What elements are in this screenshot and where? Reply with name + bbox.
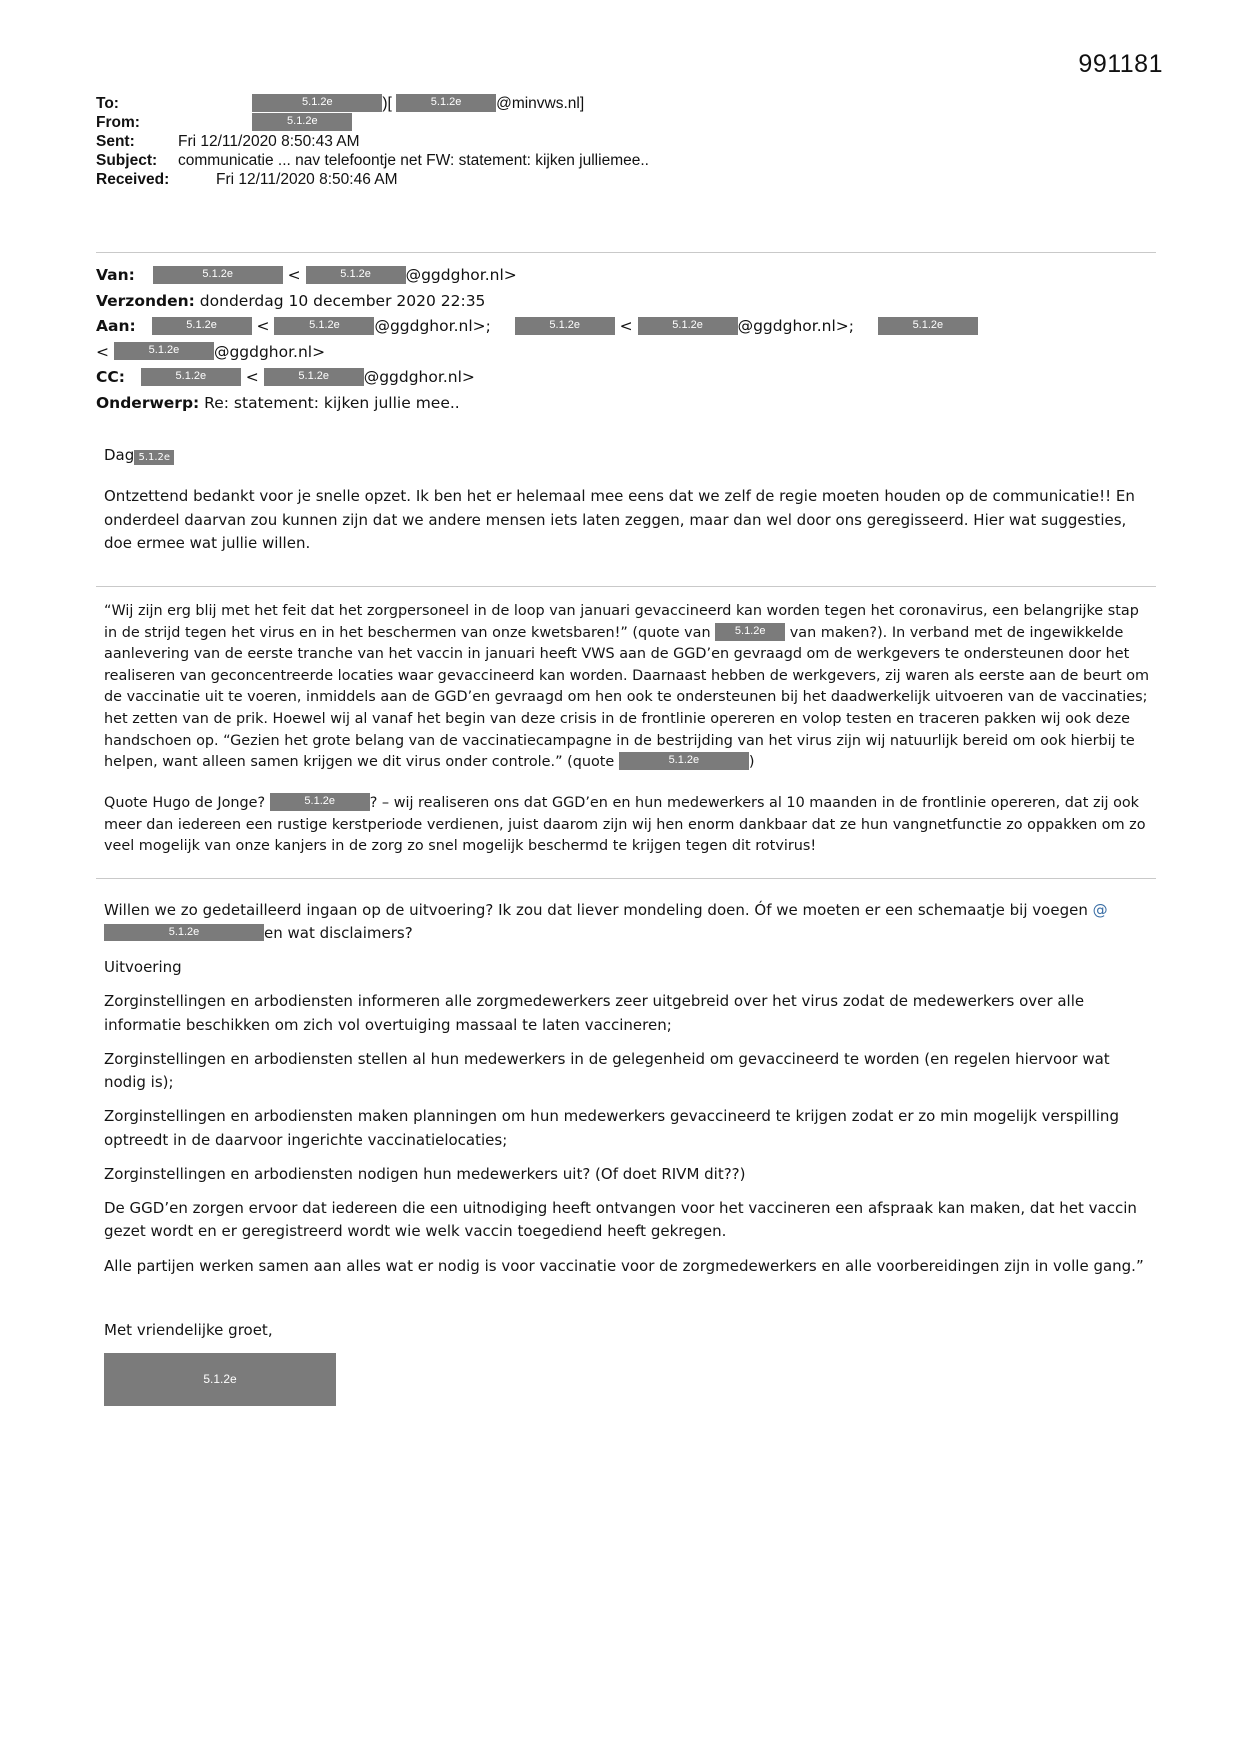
header-row-subject xyxy=(96,152,649,171)
onderwerp-label: Onderwerp: xyxy=(96,393,200,412)
forwarded-verzonden-row xyxy=(96,289,1156,313)
email-content xyxy=(96,95,1156,1406)
discussion-section xyxy=(104,899,1156,1407)
hugo-text-2: ? – wij realiseren ons dat GGD’en en hun medewerkers al 10 maanden in de frontlinie opereren, dat zij ook meer dan iedereen een rustige kerstperiode verdienen, juist daarom zijn wij hen enorm dankbaar dat ze hun vangnetfunctie zo oppakken om zo veel mogelijk van onze kanjers in de zorg zo snel mogelijk beschermd te krijgen tegen dit rotvirus! xyxy=(104,794,1146,855)
cc-domain: @ggdghor.nl> xyxy=(363,368,475,387)
redaction-to-1: 5.1.2e xyxy=(252,94,382,112)
uitvoering-item-3: Zorginstellingen en arbodiensten maken planningen om hun medewerkers gevaccineerd te krijgen zodat er zo min mogelijk verspilling optreedt in de daarvoor ingerichte vaccinatielocaties; xyxy=(104,1107,1119,1149)
message-body xyxy=(96,444,1156,1406)
aan-separator-2: < xyxy=(619,317,633,336)
header-row-received xyxy=(96,171,649,190)
aan-domain-2: @ggdghor.nl>; xyxy=(737,317,854,336)
document-number: 991181 xyxy=(1078,50,1163,78)
redaction-quote-2: 5.1.2e xyxy=(619,752,749,770)
at-symbol-icon: @ xyxy=(1092,900,1108,919)
forwarded-van-row xyxy=(96,263,1156,287)
quote-text-2: van maken?). In verband met de ingewikkelde aanlevering van de eerste tranche van het vaccin in januari heeft VWS aan de GGD’en gevraagd om de werkgevers te ondersteunen door het realiseren van geconcentreerde locaties waar gevaccineerd kan worden. Daarnaast hebben de werkgevers, zij waren als eerste aan de beurt om de vaccinatie uit te voeren, inmiddels aan de GGD’en gevraagd om hen ook te ondersteunen bij het daadwerkelijk uitvoeren van de vaccinaties; het zetten van de prik. Hoewel wij al vanaf het begin van deze crisis in de frontlinie opereren en volop testen en traceren pakken wij ook deze handschoen op. “Gezien het grote belang van de vaccinatiecampagne in de bestrijding van het virus zijn wij natuurlijk bereid om ook hierbij te helpen, want alleen samen krijgen we dit virus onder controle.” (quote xyxy=(104,624,1150,771)
received-value xyxy=(178,171,649,190)
detail-text-2: en wat disclaimers? xyxy=(264,923,413,942)
ggd-paragraph: De GGD’en zorgen ervoor dat iedereen die een uitnodiging heeft ontvangen voor het vaccineren een afspraak kan maken, dat het vaccin gezet wordt en er geregistreerd wordt wie welk vaccin toegediend heeft gekregen. xyxy=(104,1199,1137,1241)
email-header-table xyxy=(96,95,649,190)
aan-domain-1: @ggdghor.nl>; xyxy=(374,317,491,336)
redaction-van-2: 5.1.2e xyxy=(306,266,406,284)
intro-paragraph: Ontzettend bedankt voor je snelle opzet. Ik ben het er helemaal mee eens dat we zelf de regie moeten houden op de communicatie!! En onderdeel daarvan zou kunnen zijn dat we andere mensen iets laten zeggen, maar dan wel door ons geregisseerd. Hier wat suggesties, doe ermee wat jullie willen. xyxy=(104,487,1135,552)
subject-label: Subject: xyxy=(96,152,158,170)
redaction-aan-3: 5.1.2e xyxy=(515,317,615,335)
verzonden-value: donderdag 10 december 2020 22:35 xyxy=(199,291,486,310)
to-suffix-1: )[ xyxy=(382,95,392,113)
received-value-text: Fri 12/11/2020 8:50:46 AM xyxy=(216,171,398,189)
redaction-signature: 5.1.2e xyxy=(104,1353,336,1406)
greeting-text: Dag xyxy=(104,446,135,465)
uitvoering-item-1: Zorginstellingen en arbodiensten informeren alle zorgmedewerkers zeer uitgebreid over het virus zodat de medewerkers over alle informatie beschikken om zich vol overtuiging massaal te laten vaccineren; xyxy=(104,992,1085,1034)
cc-label: CC: xyxy=(96,368,125,387)
forwarded-header xyxy=(96,263,1156,415)
partijen-paragraph: Alle partijen werken samen aan alles wat er nodig is voor vaccinatie voor de zorgmedewerkers en alle voorbereidingen zijn in volle gang.” xyxy=(104,1256,1144,1275)
detail-text-1: Willen we zo gedetailleerd ingaan op de uitvoering? Ik zou dat liever mondeling doen. Óf we moeten er een schemaatje bij voegen xyxy=(104,900,1088,919)
header-row-to xyxy=(96,95,649,114)
aan-domain-3: @ggdghor.nl> xyxy=(213,342,326,361)
aan-separator-1: < xyxy=(256,317,270,336)
aan-label: Aan: xyxy=(96,317,136,336)
verzonden-label: Verzonden: xyxy=(96,291,195,310)
redaction-van-1: 5.1.2e xyxy=(153,266,283,284)
redaction-from: 5.1.2e xyxy=(252,113,352,131)
forwarded-aan-row xyxy=(96,314,1156,338)
forwarded-onderwerp-row xyxy=(96,391,1156,415)
van-label: Van: xyxy=(96,266,135,285)
greeting-line xyxy=(104,444,1156,467)
uitvoering-title: Uitvoering xyxy=(104,958,182,977)
cc-separator: < xyxy=(245,368,259,387)
van-separator: < xyxy=(287,266,301,285)
to-domain: @minvws.nl] xyxy=(496,95,585,113)
redaction-aan-2: 5.1.2e xyxy=(274,317,374,335)
header-row-from xyxy=(96,114,649,133)
to-value xyxy=(178,95,649,114)
forwarded-cc-row xyxy=(96,365,1156,389)
redaction-quote-1: 5.1.2e xyxy=(715,623,785,641)
redaction-detail: 5.1.2e xyxy=(104,924,264,942)
redaction-aan-5: 5.1.2e xyxy=(878,317,978,335)
quote-section xyxy=(104,601,1156,858)
redaction-to-2: 5.1.2e xyxy=(396,94,496,112)
sent-value: Fri 12/11/2020 8:50:43 AM xyxy=(178,133,360,151)
redaction-hugo: 5.1.2e xyxy=(270,793,370,811)
aan-separator-3: < xyxy=(96,342,109,361)
uitvoering-item-2: Zorginstellingen en arbodiensten stellen al hun medewerkers in de gelegenheid om gevaccineerd te worden (en regelen hiervoor wat nodig is); xyxy=(104,1049,1110,1092)
header-row-sent xyxy=(96,133,649,152)
redaction-aan-1: 5.1.2e xyxy=(152,317,252,335)
quote-paragraph-1 xyxy=(104,601,1156,774)
hugo-text-1: Quote Hugo de Jonge? xyxy=(104,794,266,811)
onderwerp-value: Re: statement: kijken jullie mee.. xyxy=(204,393,460,412)
from-label: From: xyxy=(96,114,140,132)
quote-paragraph-2 xyxy=(104,793,1156,858)
uitvoering-item-4: Zorginstellingen en arbodiensten nodigen hun medewerkers uit? (Of doet RIVM dit??) xyxy=(104,1164,746,1183)
forwarded-aan-row-continued xyxy=(96,340,1156,364)
quote-text-3: ) xyxy=(748,754,755,771)
redaction-cc-2: 5.1.2e xyxy=(264,368,364,386)
redaction-aan-4: 5.1.2e xyxy=(638,317,738,335)
quote-text-1: “Wij zijn erg blij met het feit dat het zorgpersoneel in de loop van januari gevaccineerd kan worden tegen het coronavirus, een belangrijke stap in de strijd tegen het virus en in het beschermen van onze kwetsbaren!” (quote van xyxy=(104,603,1139,641)
van-domain: @ggdghor.nl> xyxy=(405,266,517,285)
subject-value: communicatie ... nav telefoontje net FW: statement: kijken julliemee.. xyxy=(178,152,649,170)
closing-text: Met vriendelijke groet, xyxy=(104,1320,273,1339)
redaction-aan-6: 5.1.2e xyxy=(114,342,214,360)
received-label: Received: xyxy=(96,171,170,189)
redaction-greeting: 5.1.2e xyxy=(134,450,174,465)
from-value xyxy=(178,114,649,133)
sent-label: Sent: xyxy=(96,133,135,151)
to-label: To: xyxy=(96,95,119,112)
detail-paragraph xyxy=(104,899,1156,946)
redaction-cc-1: 5.1.2e xyxy=(141,368,241,386)
